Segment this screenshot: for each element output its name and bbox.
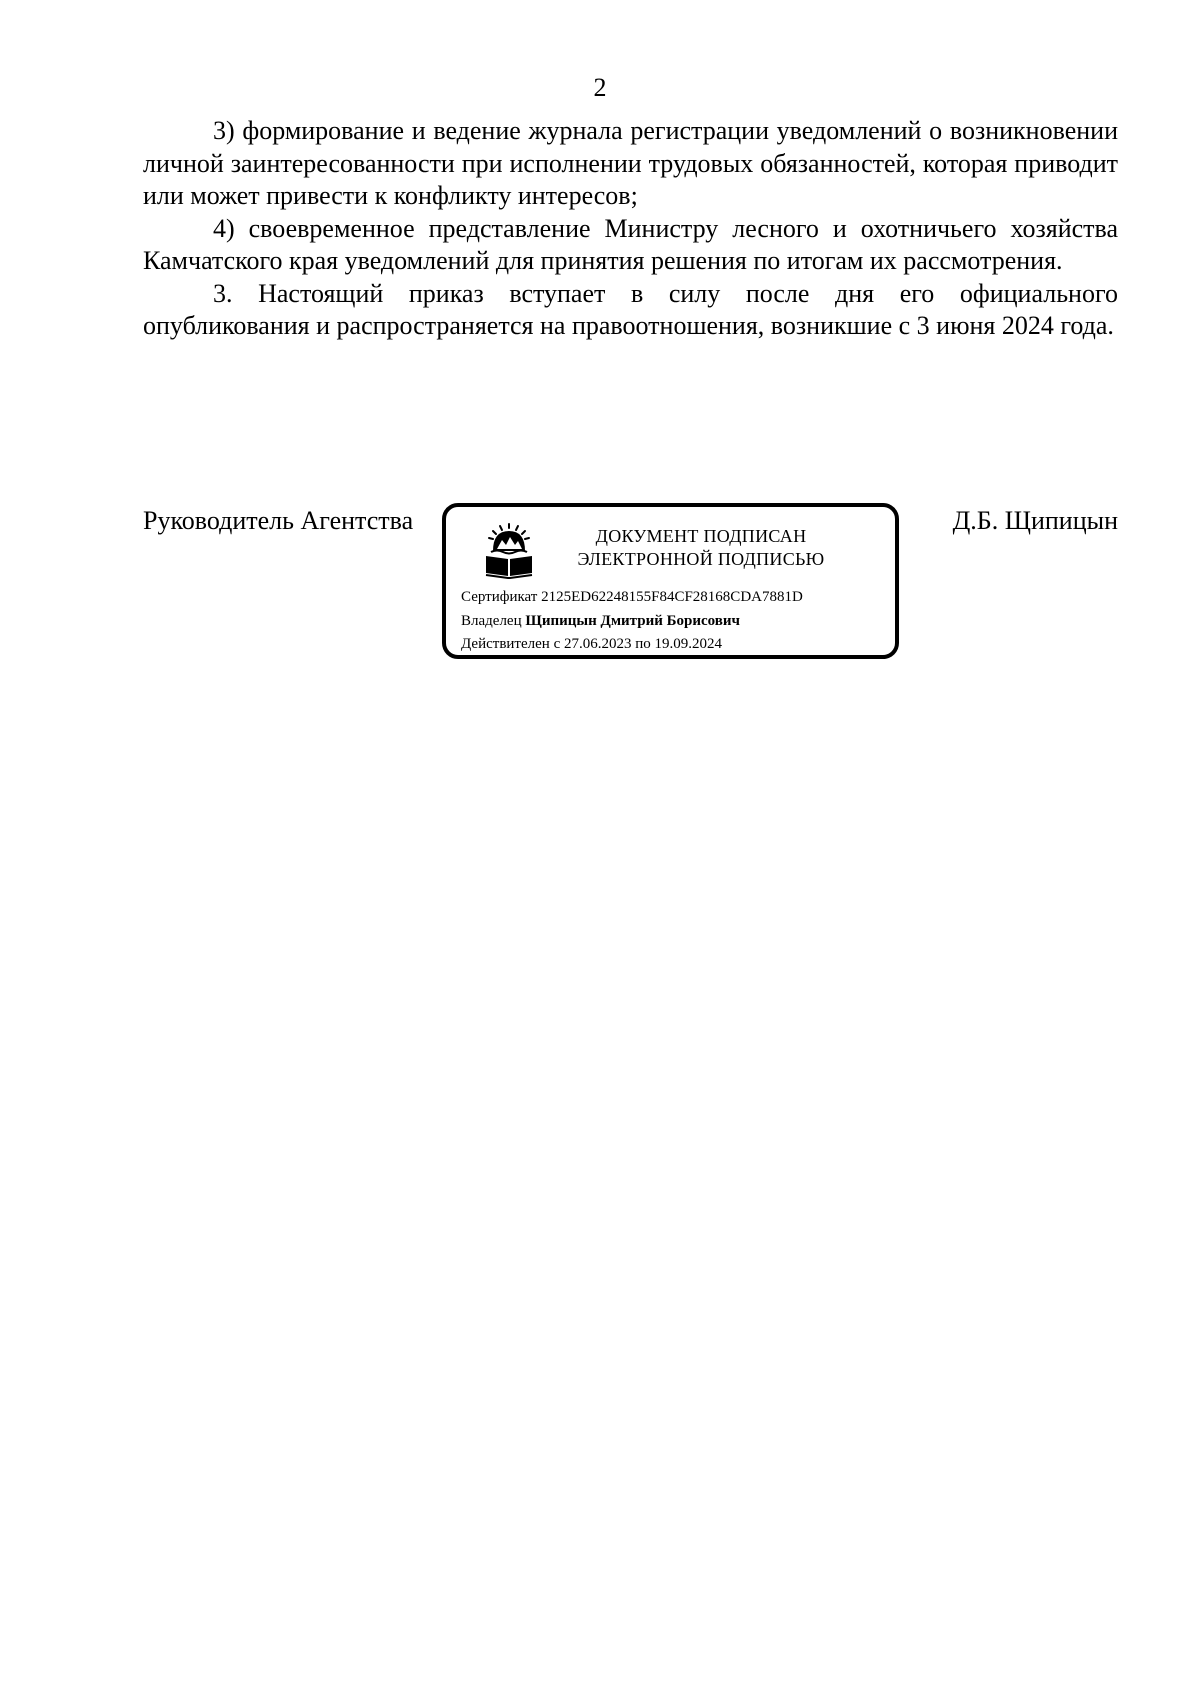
signer-title: Руководитель Агентства (143, 506, 414, 535)
paragraph-item-3: 3) формирование и ведение журнала регистрации уведомлений о возникновении личной заинтересованности при исполнении трудовых обязанностей, которая приводит или может привести к конфликту интересов; (143, 116, 1118, 210)
valid-to-label: по (635, 636, 651, 652)
owner-label: Владелец (461, 613, 522, 629)
valid-label: Действителен (461, 636, 550, 652)
valid-from-label: с (553, 636, 561, 652)
page-number: 2 (593, 73, 607, 102)
certificate-label: Сертификат (461, 589, 538, 605)
valid-from-date: 27.06.2023 (563, 636, 632, 652)
paragraph-clause-3: 3. Настоящий приказ вступает в силу после дня его официального опубликования и распространяется на правоотношения, возникшие с 3 июня 2024 года. (143, 278, 1118, 340)
signer-name: Д.Б. Щипицын (952, 506, 1118, 535)
kamchatka-coat-of-arms-icon (483, 523, 535, 579)
electronic-signature-stamp (442, 503, 899, 659)
stamp-heading-line-2: ЭЛЕКТРОННОЙ ПОДПИСЬЮ (577, 549, 825, 569)
stamp-validity-line (461, 634, 722, 654)
certificate-value: 2125ED62248155F84CF28168CDA7881D (541, 589, 803, 605)
owner-value: Щипицын Дмитрий Борисович (525, 613, 741, 629)
stamp-heading (551, 525, 851, 571)
paragraph-item-4: 4) своевременное представление Министру лесного и охотничьего хозяйства Камчатского края уведомлений для принятия решения по итогам их рассмотрения. (143, 213, 1118, 275)
stamp-heading-line-1: ДОКУМЕНТ ПОДПИСАН (595, 526, 807, 546)
stamp-owner-line (461, 611, 740, 631)
document-body (143, 115, 1118, 343)
stamp-certificate-line (461, 587, 803, 607)
valid-to-date: 19.09.2024 (654, 636, 723, 652)
